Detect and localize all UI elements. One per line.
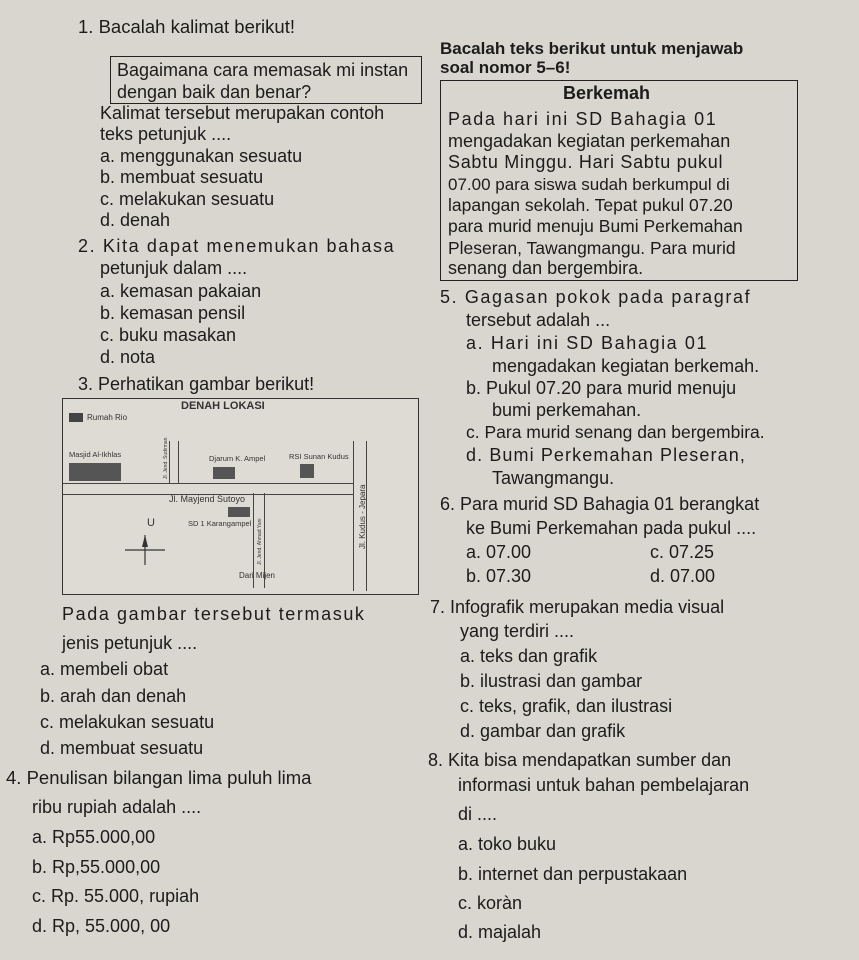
q8-line3: di ....	[458, 804, 498, 824]
q2-option-c[interactable]: c. buku masakan	[100, 325, 237, 345]
compass-u-label: U	[147, 517, 155, 529]
reading-title: Berkemah	[563, 83, 651, 103]
q8-option-a[interactable]: a. toko buku	[458, 834, 557, 854]
reading-line-7: Pleseran, Tawangmangu. Para murid	[448, 238, 736, 258]
q5-option-a[interactable]: a. Hari ini SD Bahagia 01	[466, 333, 709, 353]
q1-box-line2: dengan baik dan benar?	[117, 82, 312, 102]
q2-option-d[interactable]: d. nota	[100, 347, 156, 367]
q7-line2: yang terdiri ....	[460, 621, 575, 641]
reading-line-5: lapangan sekolah. Tepat pukul 07.20	[448, 195, 733, 215]
q2-option-b[interactable]: b. kemasan pensil	[100, 303, 246, 323]
map-djarum-label: Djarum K. Ampel	[209, 454, 266, 463]
map-sd-label: SD 1 Karangampel	[188, 519, 252, 528]
q3-stem-line2: jenis petunjuk ....	[62, 633, 198, 653]
q5-option-a-cont: mengadakan kegiatan berkemah.	[492, 356, 760, 376]
q5-option-d[interactable]: d. Bumi Perkemahan Pleseran,	[466, 445, 746, 465]
q5-option-b-cont: bumi perkemahan.	[492, 400, 642, 420]
q1-option-a[interactable]: a. menggunakan sesuatu	[100, 146, 303, 166]
road-sudirman	[169, 441, 179, 483]
reading-line-2: mengadakan kegiatan perkemahan	[448, 131, 731, 151]
reading-line-8: senang dan bergembira.	[448, 258, 644, 278]
map-yani-label: Jl. Jend. Ahmad Yani	[257, 518, 263, 565]
q5-option-c[interactable]: c. Para murid senang dan bergembira.	[466, 422, 765, 442]
q7-option-a[interactable]: a. teks dan grafik	[460, 646, 598, 666]
compass-icon	[123, 533, 167, 567]
q3-option-d[interactable]: d. membuat sesuatu	[40, 738, 204, 758]
q4-line2: ribu rupiah adalah ....	[32, 797, 202, 817]
q8-option-b[interactable]: b. internet dan perpustakaan	[458, 864, 688, 884]
q3-title: 3. Perhatikan gambar berikut!	[78, 374, 315, 394]
mosque-icon	[69, 463, 121, 481]
q8-option-c[interactable]: c. koràn	[458, 893, 523, 913]
q1-option-b[interactable]: b. membuat sesuatu	[100, 167, 264, 187]
factory-icon	[213, 467, 235, 479]
q4-option-c[interactable]: c. Rp. 55.000, rupiah	[32, 886, 200, 906]
map-dari-label: Dari Mijen	[239, 571, 276, 580]
q1-box-line1: Bagaimana cara memasak mi instan	[117, 60, 409, 80]
q6-line1: 6. Para murid SD Bahagia 01 berangkat	[440, 494, 760, 514]
q2-line2: petunjuk dalam ....	[100, 258, 248, 278]
q3-option-a[interactable]: a. membeli obat	[40, 659, 169, 679]
q7-line1: 7. Infografik merupakan media visual	[430, 597, 725, 617]
reading-instruction-line2: soal nomor 5–6!	[440, 58, 571, 77]
q7-option-b[interactable]: b. ilustrasi dan gambar	[460, 671, 643, 691]
q6-option-c[interactable]: c. 07.25	[650, 542, 715, 562]
q1-option-d[interactable]: d. denah	[100, 210, 171, 230]
reading-line-6: para murid menuju Bumi Perkemahan	[448, 216, 743, 236]
q3-stem-line1: Pada gambar tersebut termasuk	[62, 604, 366, 624]
map-rsi-label: RSI Sunan Kudus	[289, 452, 349, 461]
location-map	[62, 398, 419, 595]
q1-title: 1. Bacalah kalimat berikut!	[78, 16, 295, 37]
q3-option-b[interactable]: b. arah dan denah	[40, 686, 187, 706]
reading-line-1: Pada hari ini SD Bahagia 01	[448, 109, 718, 129]
house-icon	[69, 413, 83, 422]
q8-option-d[interactable]: d. majalah	[458, 922, 542, 942]
q5-line1: 5. Gagasan pokok pada paragraf	[440, 287, 752, 307]
q4-line1: 4. Penulisan bilangan lima puluh lima	[6, 767, 312, 788]
map-title: DENAH LOKASI	[181, 400, 265, 412]
q6-option-d[interactable]: d. 07.00	[650, 566, 716, 586]
map-mayjend-label: Jl. Mayjend Sutoyo	[169, 494, 246, 504]
q6-line2: ke Bumi Perkemahan pada pukul ....	[466, 518, 757, 538]
q2-line1: 2. Kita dapat menemukan bahasa	[78, 236, 396, 256]
q1-stem-line1: Kalimat tersebut merupakan contoh	[100, 103, 385, 123]
school-icon	[228, 507, 250, 517]
q1-stem-line2: teks petunjuk ....	[100, 124, 232, 144]
q4-option-b[interactable]: b. Rp,55.000,00	[32, 857, 161, 877]
q8-line2: informasi untuk bahan pembelajaran	[458, 775, 750, 795]
reading-line-3: Sabtu Minggu. Hari Sabtu pukul	[448, 152, 724, 172]
q6-option-a[interactable]: a. 07.00	[466, 542, 532, 562]
q1-option-c[interactable]: c. melakukan sesuatu	[100, 189, 275, 209]
q4-option-d[interactable]: d. Rp, 55.000, 00	[32, 916, 171, 936]
q5-line2: tersebut adalah ...	[466, 310, 611, 330]
q8-line1: 8. Kita bisa mendapatkan sumber dan	[428, 750, 732, 770]
q4-option-a[interactable]: a. Rp55.000,00	[32, 827, 156, 847]
q3-option-c[interactable]: c. melakukan sesuatu	[40, 712, 215, 732]
q7-option-d[interactable]: d. gambar dan grafik	[460, 721, 626, 741]
map-kudus-label: Jl. Kudus - Jepara	[358, 484, 367, 549]
q5-option-b[interactable]: b. Pukul 07.20 para murid menuju	[466, 378, 737, 398]
q6-option-b[interactable]: b. 07.30	[466, 566, 532, 586]
map-sudirman-label: Jl. Jend. Sudirman	[163, 437, 169, 479]
q7-option-c[interactable]: c. teks, grafik, dan ilustrasi	[460, 696, 673, 716]
map-rumah-label: Rumah Rio	[87, 413, 128, 422]
reading-instruction-line1: Bacalah teks berikut untuk menjawab	[440, 39, 744, 58]
q5-option-d-cont: Tawangmangu.	[492, 468, 615, 488]
reading-line-4: 07.00 para siswa sudah berkumpul di	[448, 175, 730, 194]
map-masjid-label: Masjid Al-Ikhlas	[69, 450, 122, 459]
q2-option-a[interactable]: a. kemasan pakaian	[100, 281, 262, 301]
hospital-icon	[300, 464, 314, 478]
